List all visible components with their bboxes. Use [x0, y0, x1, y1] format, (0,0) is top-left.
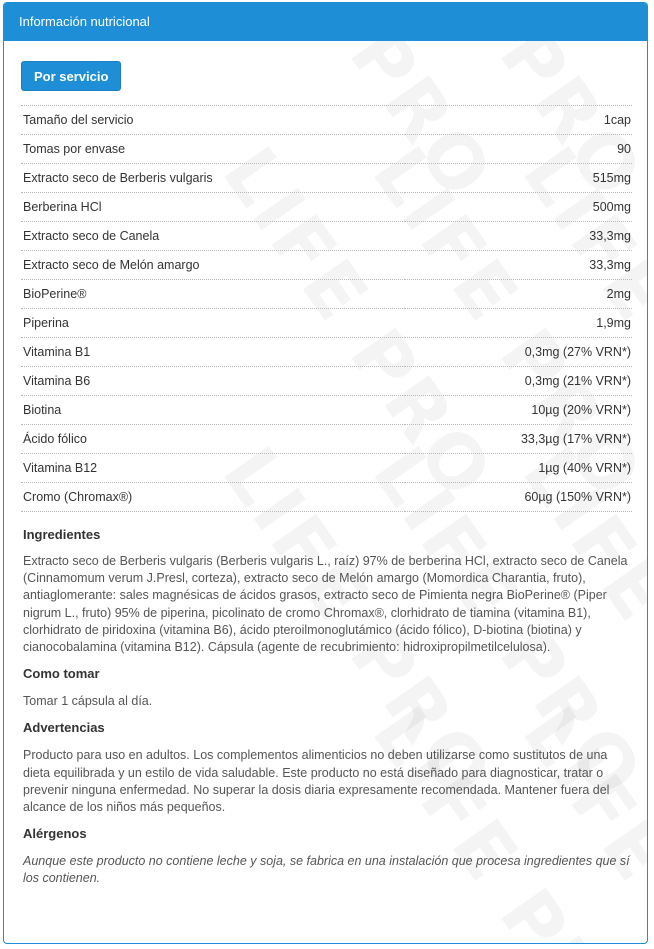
nutrient-name: Extracto seco de Berberis vulgaris: [21, 164, 405, 193]
table-row: [21, 106, 632, 135]
panel-content: [4, 41, 647, 888]
nutrient-name: Tamaño del servicio: [21, 106, 405, 135]
table-row: [21, 483, 632, 512]
nutrient-value: 515mg: [405, 164, 632, 193]
nutrient-value: 60µg (150% VRN*): [405, 483, 632, 512]
advertencias-title: Advertencias: [23, 720, 105, 736]
table-row: [21, 425, 632, 454]
table-row: [21, 222, 632, 251]
alergenos-title: Alérgenos: [23, 826, 87, 842]
nutrient-name: Ácido fólico: [21, 425, 405, 454]
table-row: [21, 454, 632, 483]
nutrient-value: 1,9mg: [405, 309, 632, 338]
nutrient-value: 33,3µg (17% VRN*): [405, 425, 632, 454]
table-row: [21, 338, 632, 367]
table-row: [21, 309, 632, 338]
nutrient-name: Tomas por envase: [21, 135, 405, 164]
nutrient-value: 0,3mg (27% VRN*): [405, 338, 632, 367]
nutrient-value: 33,3mg: [405, 222, 632, 251]
table-row: [21, 193, 632, 222]
nutrient-name: Vitamina B6: [21, 367, 405, 396]
ingredientes-text: Extracto seco de Berberis vulgaris (Berberis vulgaris L., raíz) 97% de berberina HCl, extracto seco de Canela (Cinnamomum verum J.Presl, corteza), extracto seco de Melón amargo (Momordica Charantia, fruto), antiaglomerante: sales magnésicas de ácidos grasos, extracto seco de Pimienta negra BioPerine® (Piper nigrum L., fruto) 95% de piperina, picolinato de cromo Chromax®, clorhidrato de tiamina (vitamina B1), clorhidrato de piridoxina (vitamina B6), ácido pteroilmonoglutámico (ácido fólico), D-biotina (biotina) y cianocobalamina (vitamina B12). Cápsula (agente de recubrimiento: hidroxipropilmetilcelulosa).: [23, 554, 628, 655]
como-tomar-text: Tomar 1 cápsula al día.: [23, 694, 153, 709]
table-row: [21, 396, 632, 425]
nutrient-value: 0,3mg (21% VRN*): [405, 367, 632, 396]
nutrient-value: 1cap: [405, 106, 632, 135]
nutrient-name: Vitamina B12: [21, 454, 405, 483]
table-row: [21, 251, 632, 280]
panel-title: Información nutricional: [19, 14, 150, 29]
nutrient-name: Vitamina B1: [21, 338, 405, 367]
nutrient-value: 1µg (40% VRN*): [405, 454, 632, 483]
nutrient-value: 500mg: [405, 193, 632, 222]
nutrition-panel: [3, 2, 648, 944]
table-row: [21, 164, 632, 193]
nutrient-name: Berberina HCl: [21, 193, 405, 222]
nutrient-value: 90: [405, 135, 632, 164]
nutrient-name: Cromo (Chromax®): [21, 483, 405, 512]
nutrient-value: 33,3mg: [405, 251, 632, 280]
nutrient-name: Biotina: [21, 396, 405, 425]
advertencias-text: Producto para uso en adultos. Los complementos alimenticios no deben utilizarse como sustitutos de una dieta equilibrada y un estilo de vida saludable. Este producto no está diseñado para diagnosticar, tratar o prevenir ninguna enfermedad. No superar la dosis diaria expresamente recomendada. Mantener fuera del alcance de los niños más pequeños.: [23, 748, 610, 815]
panel-header: [4, 3, 647, 41]
nutrient-name: Extracto seco de Canela: [21, 222, 405, 251]
nutrient-value: 2mg: [405, 280, 632, 309]
ingredientes-title: Ingredientes: [23, 527, 101, 542]
tab-por-servicio[interactable]: Por servicio: [21, 61, 121, 91]
nutrient-value: 10µg (20% VRN*): [405, 396, 632, 425]
nutrient-name: Extracto seco de Melón amargo: [21, 251, 405, 280]
nutrition-table: [21, 105, 632, 512]
table-row: [21, 135, 632, 164]
table-row: [21, 367, 632, 396]
table-row: [21, 280, 632, 309]
como-tomar-title: Como tomar: [23, 666, 100, 682]
nutrient-name: Piperina: [21, 309, 405, 338]
alergenos-text: Aunque este producto no contiene leche y soja, se fabrica en una instalación que procesa ingredientes que sí los contienen.: [23, 854, 630, 886]
nutrient-name: BioPerine®: [21, 280, 405, 309]
